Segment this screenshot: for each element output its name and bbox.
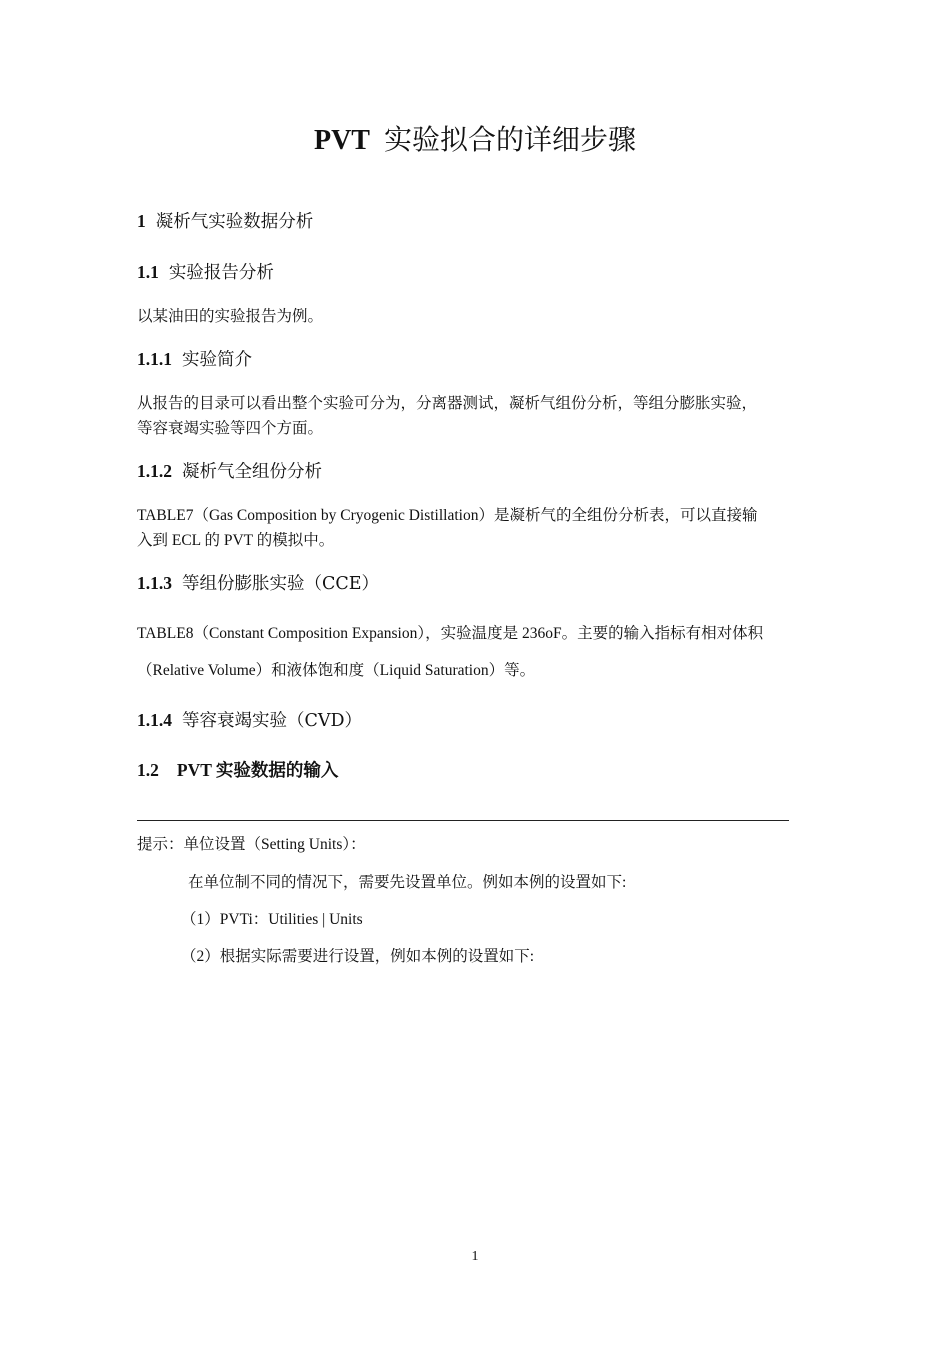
page-number: 1 [471, 1249, 479, 1264]
paragraph-4-line-2: （Relative Volume）和液体饱和度（Liquid Saturation）等。 [137, 662, 536, 679]
section-1-2-heading [137, 757, 338, 782]
section-text: 凝析气实验数据分析 [155, 212, 314, 232]
section-text: 等容衰竭实验（CVD） [182, 711, 363, 731]
paragraph-4-line-1: TABLE8（Constant Composition Expansion），实验温度是 236oF。主要的输入指标有相对体积 [137, 625, 764, 642]
paragraph-3-line-2: 入到 ECL 的 PVT 的模拟中。 [137, 532, 335, 549]
tip-label: 提示：单位设置（Setting Units）： [137, 836, 366, 853]
paragraph-3-line-1: TABLE7（Gas Composition by Cryogenic Distillation）是凝析气的全组份分析表，可以直接输 [137, 507, 758, 524]
section-number: 1.1.4 [137, 710, 172, 730]
page-title-cn: 实验拟合的详细步骤 [383, 123, 636, 156]
section-text: 实验简介 [182, 350, 252, 370]
tip-divider [137, 820, 789, 821]
section-number: 1.1.1 [137, 349, 172, 369]
section-number: 1.1.3 [137, 573, 172, 593]
section-1-1-4-heading [137, 707, 362, 732]
section-1-1-heading [137, 259, 274, 284]
tip-line-3: （2）根据实际需要进行设置，例如本例的设置如下: [181, 948, 535, 965]
paragraph-2-line-1: 从报告的目录可以看出整个实验可分为，分离器测试，凝析气组份分析，等组分膨胀实验， [137, 395, 758, 412]
tip-line-1: 在单位制不同的情况下，需要先设置单位。例如本例的设置如下: [188, 874, 627, 891]
paragraph-2-line-2: 等容衰竭实验等四个方面。 [137, 420, 324, 437]
section-text: 凝析气全组份分析 [182, 462, 322, 482]
section-number: 1.2 [137, 760, 159, 780]
section-text: PVT 实验数据的输入 [176, 760, 339, 780]
page-title [0, 118, 950, 158]
section-text: 等组份膨胀实验（CCE） [182, 574, 380, 594]
section-1-1-3-heading [137, 570, 379, 595]
paragraph-1: 以某油田的实验报告为例。 [137, 308, 324, 325]
page-title-latin: PVT [313, 125, 370, 156]
section-number: 1.1.2 [137, 461, 172, 481]
section-number: 1 [137, 211, 146, 231]
section-1-heading [137, 208, 313, 233]
tip-line-2: （1）PVTi：Utilities | Units [181, 911, 363, 928]
section-text: 实验报告分析 [168, 263, 274, 283]
section-1-1-2-heading [137, 458, 322, 483]
section-1-1-1-heading [137, 346, 252, 371]
section-number: 1.1 [137, 262, 159, 282]
